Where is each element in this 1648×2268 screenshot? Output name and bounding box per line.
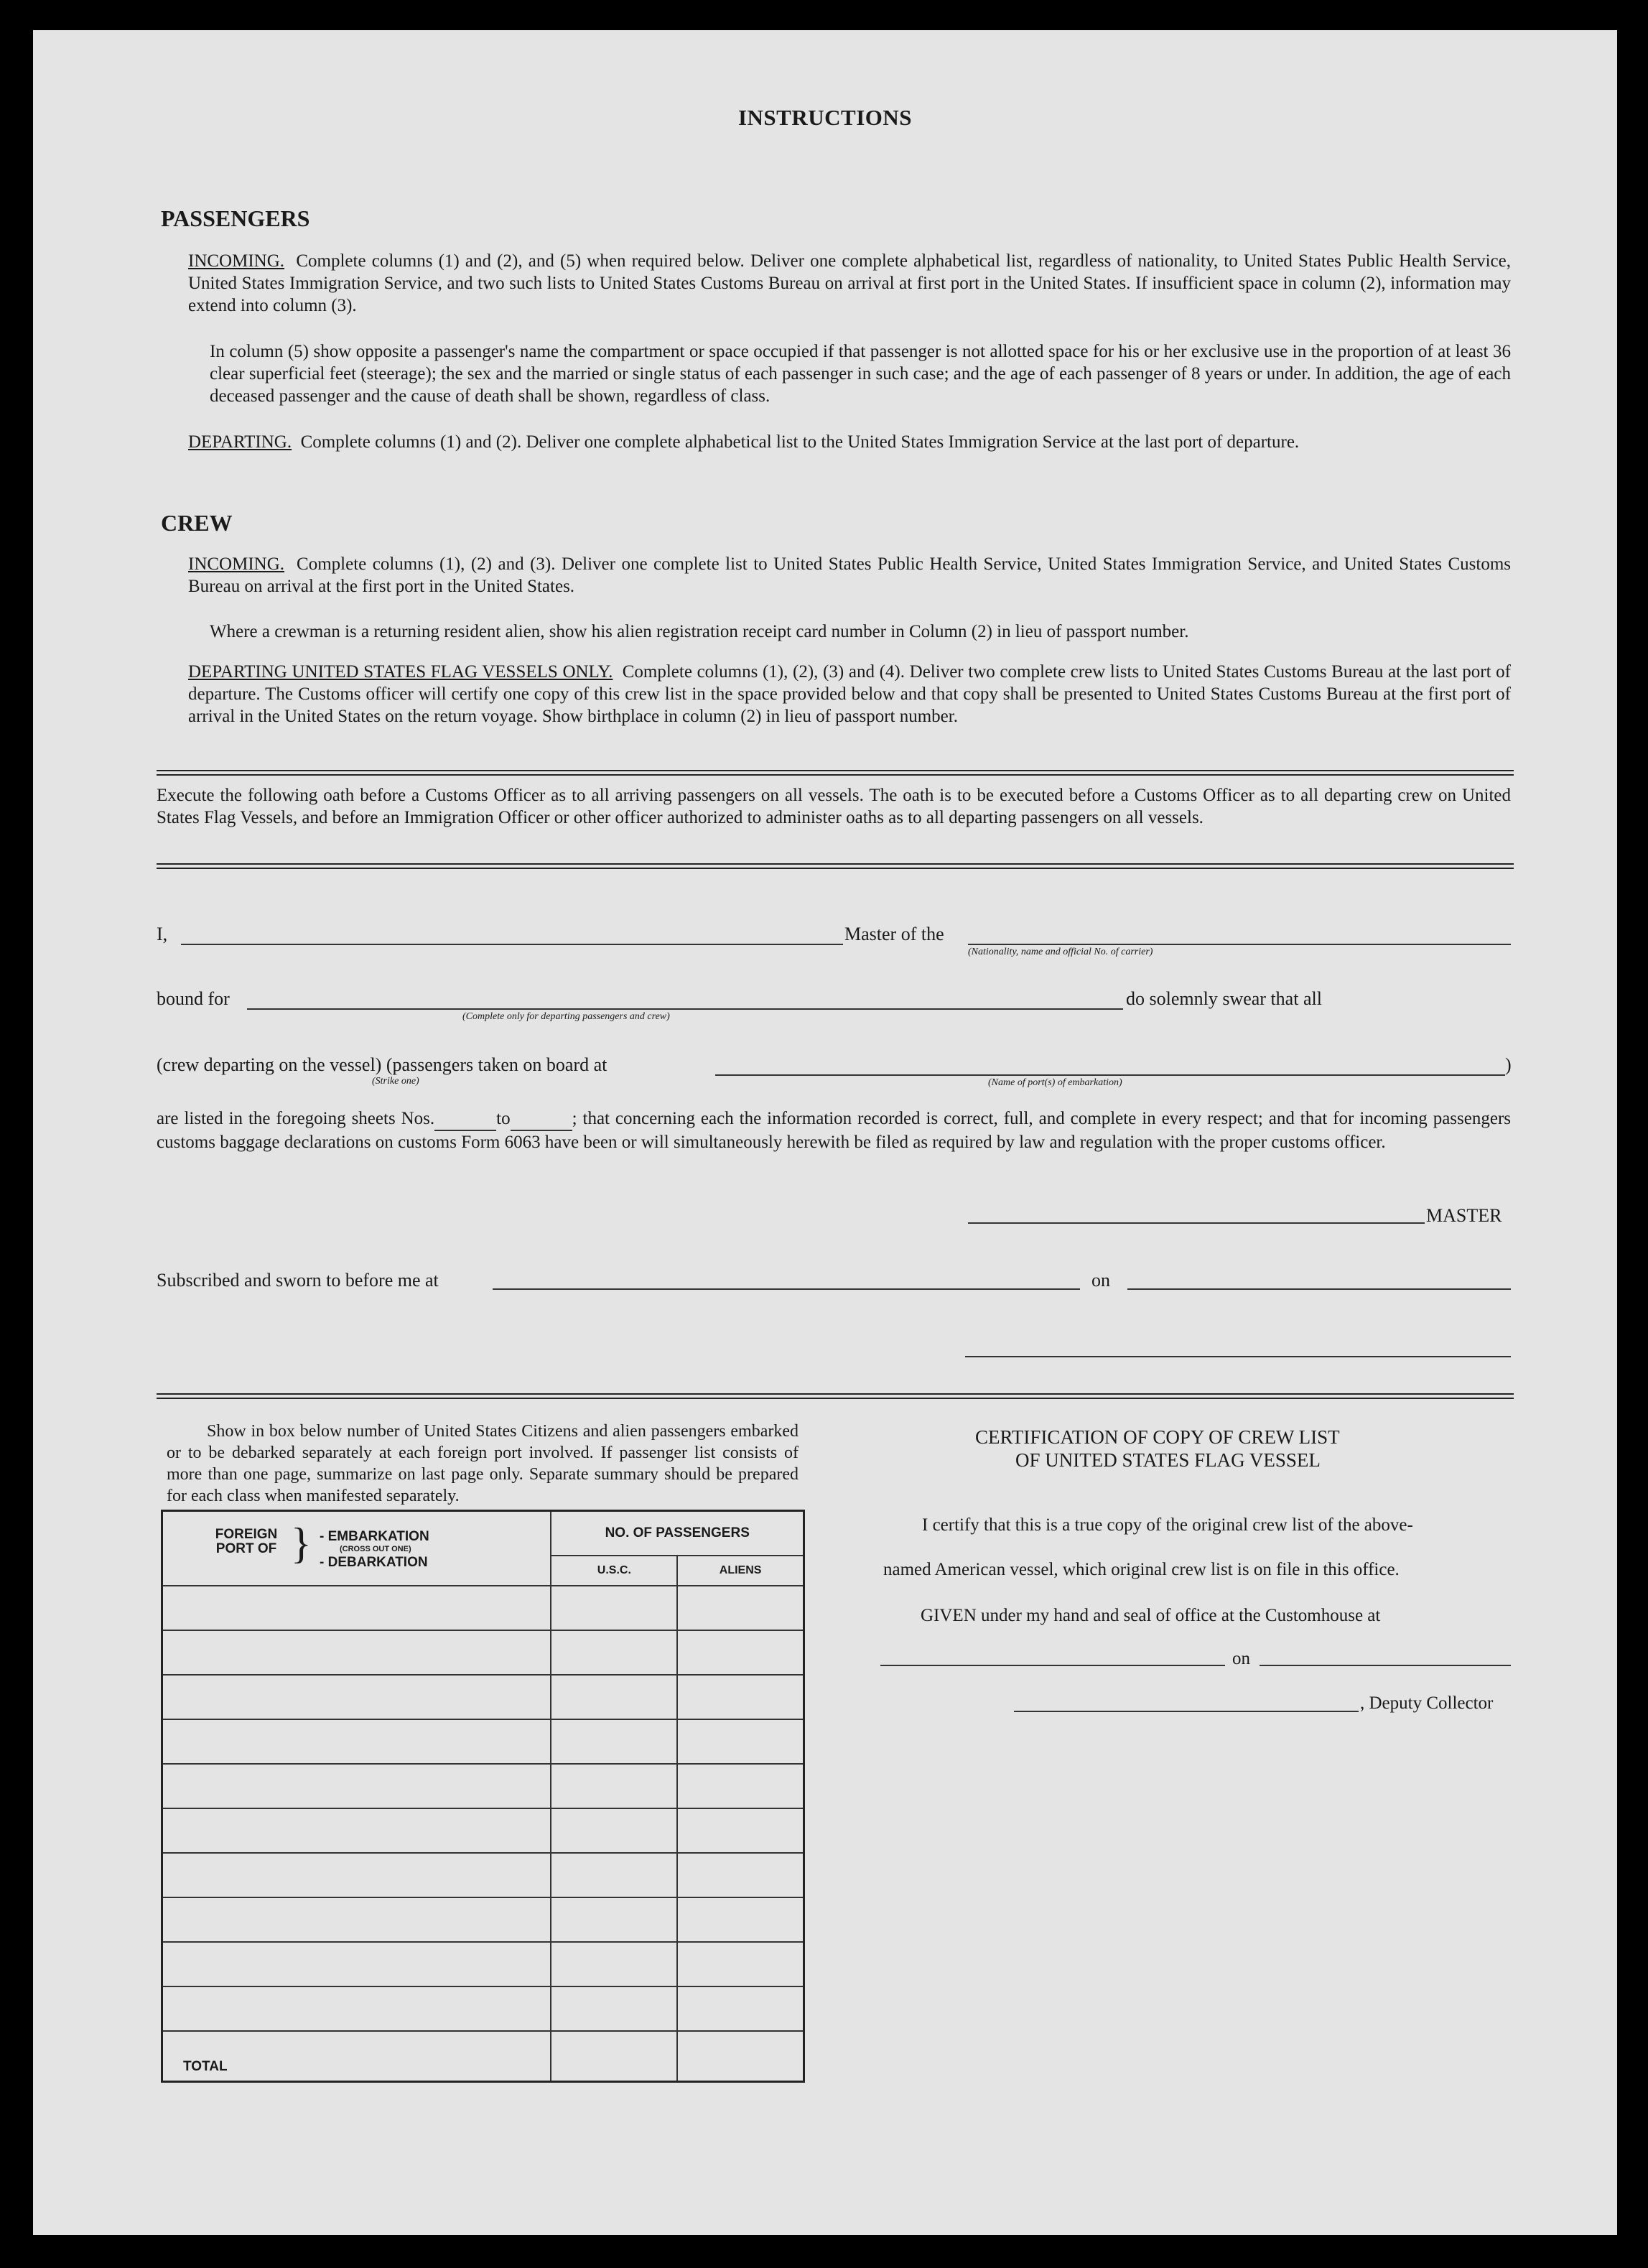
summary-rows <box>162 1586 804 2082</box>
aliens-total-cell[interactable] <box>677 2031 804 2082</box>
passengers-incoming-paragraph <box>188 250 1511 317</box>
form-page <box>33 30 1617 2235</box>
cross-out-note: (CROSS OUT ONE) <box>340 1545 411 1553</box>
divider <box>157 863 1514 865</box>
divider <box>157 868 1514 869</box>
foreign-port-label: FOREIGN PORT OF <box>215 1527 278 1556</box>
master-label: MASTER <box>1426 1205 1502 1226</box>
table-row <box>162 1630 804 1675</box>
aliens-cell[interactable] <box>677 1986 804 2031</box>
passengers-departing-lead: DEPARTING. <box>188 432 292 452</box>
table-row <box>162 1853 804 1897</box>
table-row <box>162 1586 804 1630</box>
port-cell[interactable] <box>162 1853 551 1897</box>
usc-cell[interactable] <box>551 1675 677 1719</box>
nationality-note: (Nationality, name and official No. of carrier) <box>968 947 1153 957</box>
aliens-cell[interactable] <box>677 1719 804 1764</box>
carrier-line[interactable] <box>968 944 1511 945</box>
table-row <box>162 1942 804 1986</box>
usc-cell[interactable] <box>551 1942 677 1986</box>
listed-text-b: ; that concerning each the information recorded is correct, full, and complete in every respect; and <box>572 1109 1295 1128</box>
listed-text-c: that for incoming passengers customs baggage declarations on customs Form 6063 have been or will simultaneously herewith be filed as required by law and regulation with the proper customs officer. <box>157 1109 1511 1152</box>
port-cell[interactable] <box>162 1897 551 1942</box>
total-row <box>162 2031 804 2082</box>
sworn-date-line[interactable] <box>1127 1288 1511 1290</box>
aliens-cell[interactable] <box>677 1808 804 1853</box>
passengers-heading: PASSENGERS <box>161 205 310 231</box>
oath-intro: Execute the following oath before a Customs Officer as to all arriving passengers on all vessels. The oath is to be executed before a Customs Officer as to all departing crew on United States Flag Vessels, and before an Immigration Officer or other officer authorized to administer oaths as to all departing passengers on all vessels. <box>157 786 1511 827</box>
master-signature-line[interactable] <box>968 1222 1425 1224</box>
port-cell[interactable] <box>162 1675 551 1719</box>
crew-incoming-paragraph <box>188 553 1511 598</box>
embarkation-label: - EMBARKATION <box>320 1529 429 1544</box>
usc-cell[interactable] <box>551 1853 677 1897</box>
listed-paragraph <box>157 1107 1511 1153</box>
cert-title-line2: OF UNITED STATES FLAG VESSEL <box>1015 1449 1321 1471</box>
summary-instructions: Show in box below number of United States Citizens and alien passengers embarked or to be debarked separately at each foreign port involved. If passenger list consists of more than one page, summarize on last page only. Separate summary should be prepared for each class when manifested separately. <box>167 1422 799 1505</box>
listed-text-a: are listed in the foregoing sheets Nos. <box>157 1109 435 1128</box>
crew-departing-lead: DEPARTING UNITED STATES FLAG VESSELS ONLY. <box>188 662 613 682</box>
divider <box>157 774 1514 776</box>
port-cell[interactable] <box>162 1630 551 1675</box>
table-row <box>162 1675 804 1719</box>
crew-resident-paragraph: Where a crewman is a returning resident alien, show his alien registration receipt card number in Column (2) in lieu of passport number. <box>210 622 1189 641</box>
swear-label: do solemnly swear that all <box>1126 988 1322 1009</box>
officer-signature-line[interactable] <box>965 1356 1511 1357</box>
master-name-line[interactable] <box>181 944 843 945</box>
port-cell[interactable] <box>162 1764 551 1808</box>
usc-cell[interactable] <box>551 1719 677 1764</box>
debarkation-label: - DEBARKATION <box>320 1555 428 1570</box>
crew-incoming-text: Complete columns (1), (2) and (3). Deliver one complete list to United States Public Health Service, United States Immigration Service, and United States Customs Bureau on arrival at the first port in the United States. <box>188 554 1511 596</box>
cert-on-label: on <box>1232 1649 1250 1668</box>
divider <box>157 1398 1514 1399</box>
master-of-label: Master of the <box>844 924 944 944</box>
given-text: GIVEN under my hand and seal of office at the Customhouse at <box>921 1606 1381 1625</box>
oath-i-label: I, <box>157 924 168 944</box>
crew-heading: CREW <box>161 510 233 536</box>
strike-one-note: (Strike one) <box>372 1076 419 1087</box>
customhouse-line[interactable] <box>880 1665 1225 1666</box>
no-passengers-header: NO. OF PASSENGERS <box>551 1511 804 1556</box>
usc-header: U.S.C. <box>551 1556 677 1586</box>
bound-for-label: bound for <box>157 988 230 1009</box>
port-cell[interactable] <box>162 1942 551 1986</box>
passengers-incoming-text: Complete columns (1) and (2), and (5) when required below. Deliver one complete alphabetical list, regardless of nationality, to United States Public Health Service, United States Immigration Service, and two such lists to United States Customs Bureau on arrival at first port in the United States. If insufficient space in column (2), information may extend into column (3). <box>188 251 1512 315</box>
passengers-column5-paragraph: In column (5) show opposite a passenger's name the compartment or space occupied if that passenger is not allotted space for his or her exclusive use in the proportion of at least 36 clear superficial feet (steerage); the sex and the married or single status of each passenger in such case; and the age of each passenger of 8 years or under. In addition, the age of each deceased passenger and the cause of death shall be shown, regardless of class. <box>210 342 1511 406</box>
total-label: TOTAL <box>162 2031 551 2082</box>
aliens-cell[interactable] <box>677 1942 804 1986</box>
certify-text-a: I certify that this is a true copy of the original crew list of the above- <box>922 1515 1413 1535</box>
divider <box>157 770 1514 771</box>
passengers-departing-paragraph <box>188 431 1511 453</box>
ports-line[interactable] <box>715 1074 1505 1076</box>
aliens-cell[interactable] <box>677 1853 804 1897</box>
crew-departing-label: (crew departing on the vessel) (passengers taken on board at <box>157 1054 607 1075</box>
port-cell[interactable] <box>162 1808 551 1853</box>
aliens-cell[interactable] <box>677 1764 804 1808</box>
aliens-header: ALIENS <box>677 1556 804 1586</box>
usc-cell[interactable] <box>551 1986 677 2031</box>
sworn-place-line[interactable] <box>493 1288 1080 1290</box>
crew-departing-text: Complete columns (1), (2), (3) and (4). Deliver two complete crew lists to United States Customs Bureau at the last port of departure. The Customs officer will certify one copy of this crew list in the space provided below and that copy shall be presented to United States Customs Bureau at the first port of arrival in the United States on the return voyage. Show birthplace in column (2) in lieu of passport number. <box>188 662 1512 726</box>
sheet-to-blank[interactable] <box>511 1107 572 1131</box>
table-row <box>162 1808 804 1853</box>
page-title: INSTRUCTIONS <box>737 105 912 130</box>
port-cell[interactable] <box>162 1586 551 1630</box>
table-row <box>162 1764 804 1808</box>
aliens-cell[interactable] <box>677 1586 804 1630</box>
listed-to: to <box>496 1109 511 1128</box>
subscribed-label: Subscribed and sworn to before me at <box>157 1270 439 1291</box>
brace-icon: } <box>291 1520 312 1567</box>
sheet-from-blank[interactable] <box>434 1107 496 1131</box>
usc-cell[interactable] <box>551 1586 677 1630</box>
deputy-signature-line[interactable] <box>1014 1711 1359 1712</box>
table-row <box>162 1719 804 1764</box>
aliens-cell[interactable] <box>677 1675 804 1719</box>
usc-cell[interactable] <box>551 1630 677 1675</box>
table-row <box>162 1986 804 2031</box>
ports-note: (Name of port(s) of embarkation) <box>988 1077 1122 1088</box>
cert-title-line1: CERTIFICATION OF COPY OF CREW LIST <box>975 1426 1340 1448</box>
bound-for-line[interactable] <box>247 1008 1123 1010</box>
usc-cell[interactable] <box>551 1764 677 1808</box>
usc-cell[interactable] <box>551 1897 677 1942</box>
divider <box>157 1393 1514 1395</box>
aliens-cell[interactable] <box>677 1630 804 1675</box>
close-paren: ) <box>1505 1054 1512 1075</box>
table-row <box>162 1897 804 1942</box>
crew-departing-paragraph <box>188 661 1511 728</box>
passenger-summary-table <box>161 1510 805 2083</box>
passengers-incoming-lead: INCOMING. <box>188 251 285 271</box>
cert-date-line[interactable] <box>1260 1665 1511 1666</box>
departing-note: (Complete only for departing passengers and crew) <box>462 1011 670 1022</box>
crew-incoming-lead: INCOMING. <box>188 554 285 574</box>
deputy-label: , Deputy Collector <box>1360 1693 1494 1713</box>
port-header <box>162 1511 551 1586</box>
certify-text-b: named American vessel, which original crew list is on file in this office. <box>883 1560 1400 1579</box>
passengers-departing-text: Complete columns (1) and (2). Deliver one complete alphabetical list to the United States Immigration Service at the last port of departure. <box>300 432 1300 452</box>
port-cell[interactable] <box>162 1719 551 1764</box>
aliens-cell[interactable] <box>677 1897 804 1942</box>
sworn-on-label: on <box>1091 1270 1110 1291</box>
port-cell[interactable] <box>162 1986 551 2031</box>
usc-cell[interactable] <box>551 1808 677 1853</box>
usc-total-cell[interactable] <box>551 2031 677 2082</box>
